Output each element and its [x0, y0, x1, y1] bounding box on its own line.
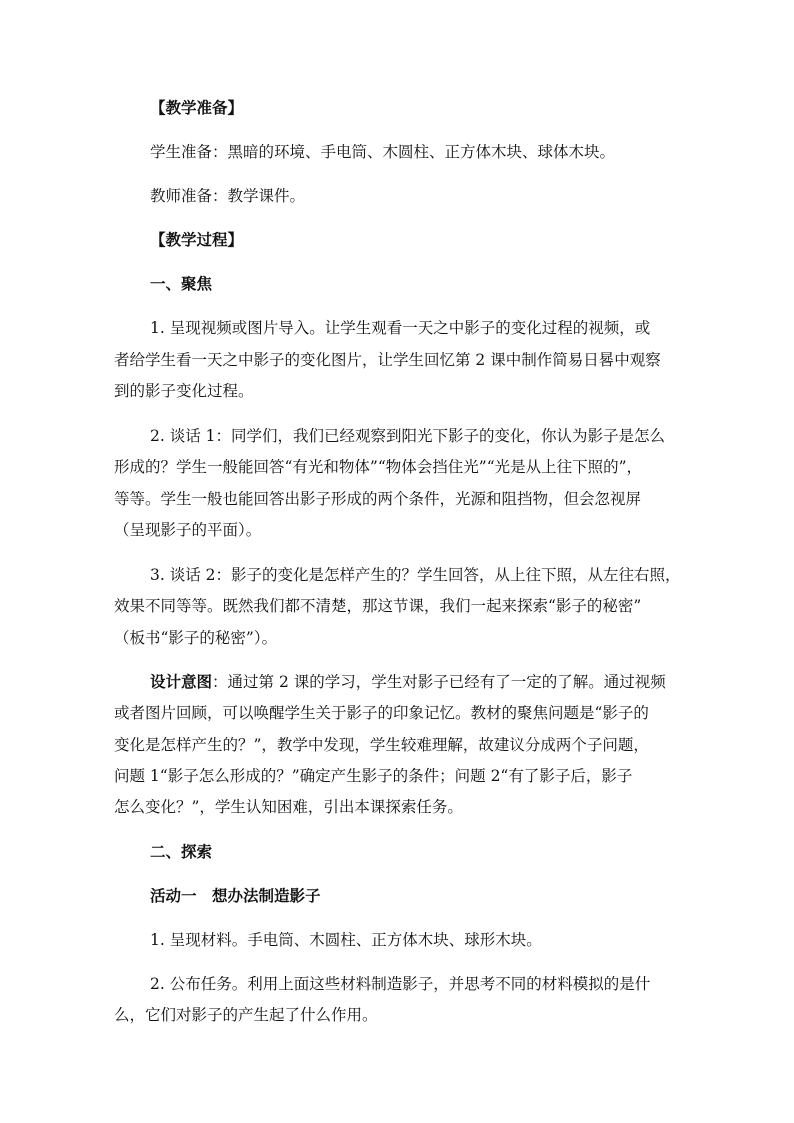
teacher-prep-text: 教师准备：教学课件。 — [150, 187, 306, 205]
paragraph-3-line: 3. 谈话 2：影子的变化是怎样产生的？学生回答，从上往下照，从左往右照， — [150, 566, 681, 584]
design-intent-line: 变化是怎样产生的？”，教学中发现，学生较难理解，故建议分成两个子问题， — [114, 736, 649, 754]
activity-1-item-1: 1. 呈现材料。手电筒、木圆柱、正方体木块、球形木块。 — [150, 931, 542, 949]
paragraph-1-line: 者给学生看一天之中影子的变化图片，让学生回忆第 2 课中制作简易日晷中观察 — [114, 351, 661, 369]
activity-1-heading: 活动一 想办法制造影子 — [150, 886, 321, 905]
paragraph-2-line: 等等。学生一般也能回答出影子形成的两个条件，光源和阻挡物，但会忽视屏 — [114, 490, 642, 508]
process-heading: 【教学过程】 — [150, 230, 244, 249]
focus-heading: 一、聚焦 — [150, 274, 213, 293]
prep-heading: 【教学准备】 — [150, 98, 244, 117]
paragraph-2-line: （呈现影子的平面）。 — [114, 521, 262, 539]
explore-heading: 二、探索 — [150, 842, 213, 861]
design-intent-line: ：通过第 2 课的学习，学生对影子已经有了一定的了解。通过视频 — [212, 673, 666, 691]
paragraph-2-line: 形成的？学生一般能回答“有光和物体”“物体会挡住光”“光是从上往下照的”， — [114, 458, 643, 476]
paragraph-2-line: 2. 谈话 1：同学们，我们已经观察到阳光下影子的变化，你认为影子是怎么 — [150, 427, 666, 445]
design-intent-label: 设计意图 — [150, 672, 213, 691]
design-intent-line: 问题 1“影子怎么形成的？”确定产生影子的条件；问题 2“有了影子后，影子 — [114, 767, 633, 785]
paragraph-1-line: 到的影子变化过程。 — [114, 382, 254, 400]
paragraph-3-line: （板书“影子的秘密”）。 — [114, 629, 278, 647]
design-intent-line: 或者图片回顾，可以唤醒学生关于影子的印象记忆。教材的聚焦问题是“影子的 — [114, 704, 649, 722]
activity-1-item-2-line: 么，它们对影子的产生起了什么作用。 — [114, 1006, 378, 1024]
student-prep-text: 学生准备：黑暗的环境、手电筒、木圆柱、正方体木块、球体木块。 — [150, 143, 616, 161]
design-intent-line: 怎么变化？”，学生认知困难，引出本课探索任务。 — [114, 798, 463, 816]
design-intent-first-line — [150, 672, 666, 692]
paragraph-3-line: 效果不同等等。既然我们都不清楚，那这节课，我们一起来探索“影子的秘密” — [114, 597, 642, 615]
activity-1-item-2-line: 2. 公布任务。利用上面这些材料制造影子，并思考不同的材料模拟的是什 — [150, 975, 651, 993]
paragraph-1-line: 1. 呈现视频或图片导入。让学生观看一天之中影子的变化过程的视频，或 — [150, 319, 651, 337]
